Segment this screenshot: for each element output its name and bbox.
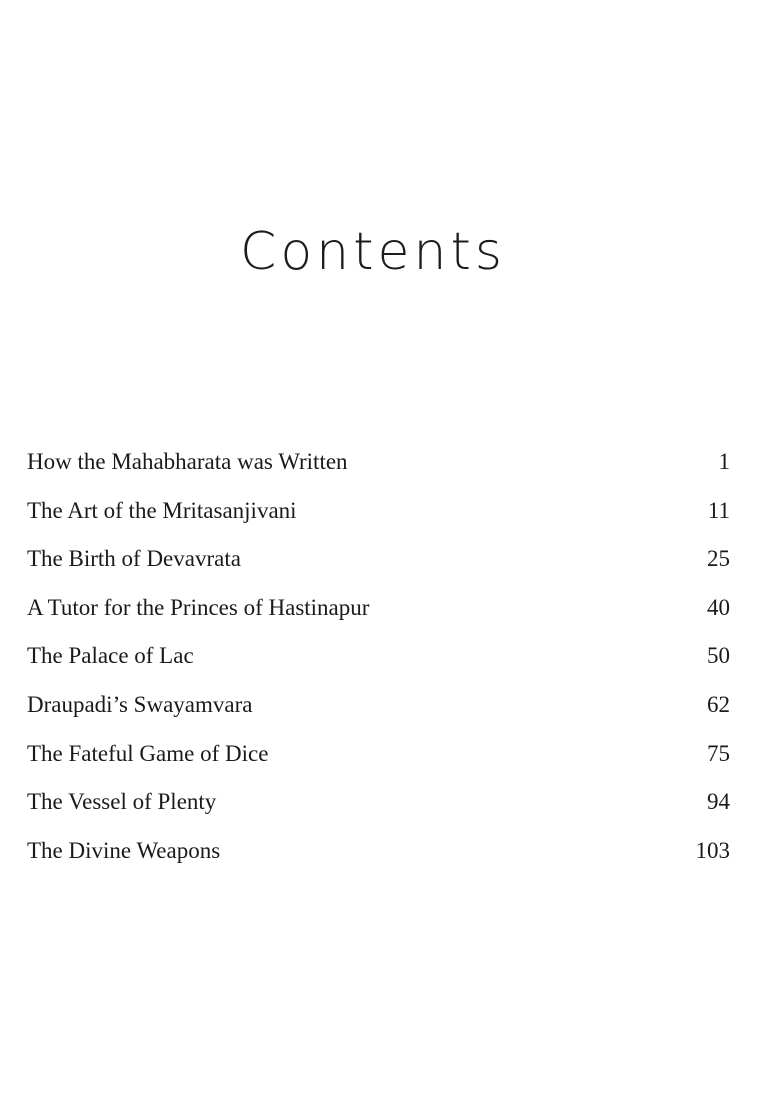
chapter-page-number: 40 <box>707 594 730 620</box>
chapter-page-number: 11 <box>707 497 730 523</box>
chapter-title: The Art of the Mritasanjivani <box>27 497 297 523</box>
chapter-title: The Fateful Game of Dice <box>27 740 269 766</box>
toc-entry[interactable] <box>27 643 730 692</box>
chapter-title: Draupadi’s Swayamvara <box>27 691 253 717</box>
toc-entry[interactable] <box>27 546 730 595</box>
chapter-title: How the Mahabharata was Written <box>27 449 348 474</box>
toc-entry[interactable] <box>27 449 730 498</box>
toc-entry[interactable] <box>27 498 730 547</box>
toc-entry[interactable] <box>27 692 730 741</box>
chapter-title: The Vessel of Plenty <box>27 789 217 815</box>
chapter-page-number: 75 <box>707 740 730 766</box>
chapter-page-number: 25 <box>707 546 730 572</box>
toc-entry[interactable] <box>27 741 730 790</box>
chapter-title: A Tutor for the Princes of Hastinapur <box>27 594 370 620</box>
chapter-title: The Divine Weapons <box>27 837 221 863</box>
chapter-title: The Palace of Lac <box>27 643 194 669</box>
page-title: Contents <box>240 222 506 282</box>
table-of-contents <box>27 449 730 886</box>
chapter-page-number: 1 <box>718 449 730 474</box>
chapter-page-number: 62 <box>707 691 730 717</box>
chapter-page-number: 103 <box>695 837 730 863</box>
toc-entry[interactable] <box>27 838 730 887</box>
toc-entry[interactable] <box>27 789 730 838</box>
toc-entry[interactable] <box>27 595 730 644</box>
chapter-title: The Birth of Devavrata <box>27 546 241 572</box>
chapter-page-number: 94 <box>707 789 730 815</box>
chapter-page-number: 50 <box>707 643 730 669</box>
